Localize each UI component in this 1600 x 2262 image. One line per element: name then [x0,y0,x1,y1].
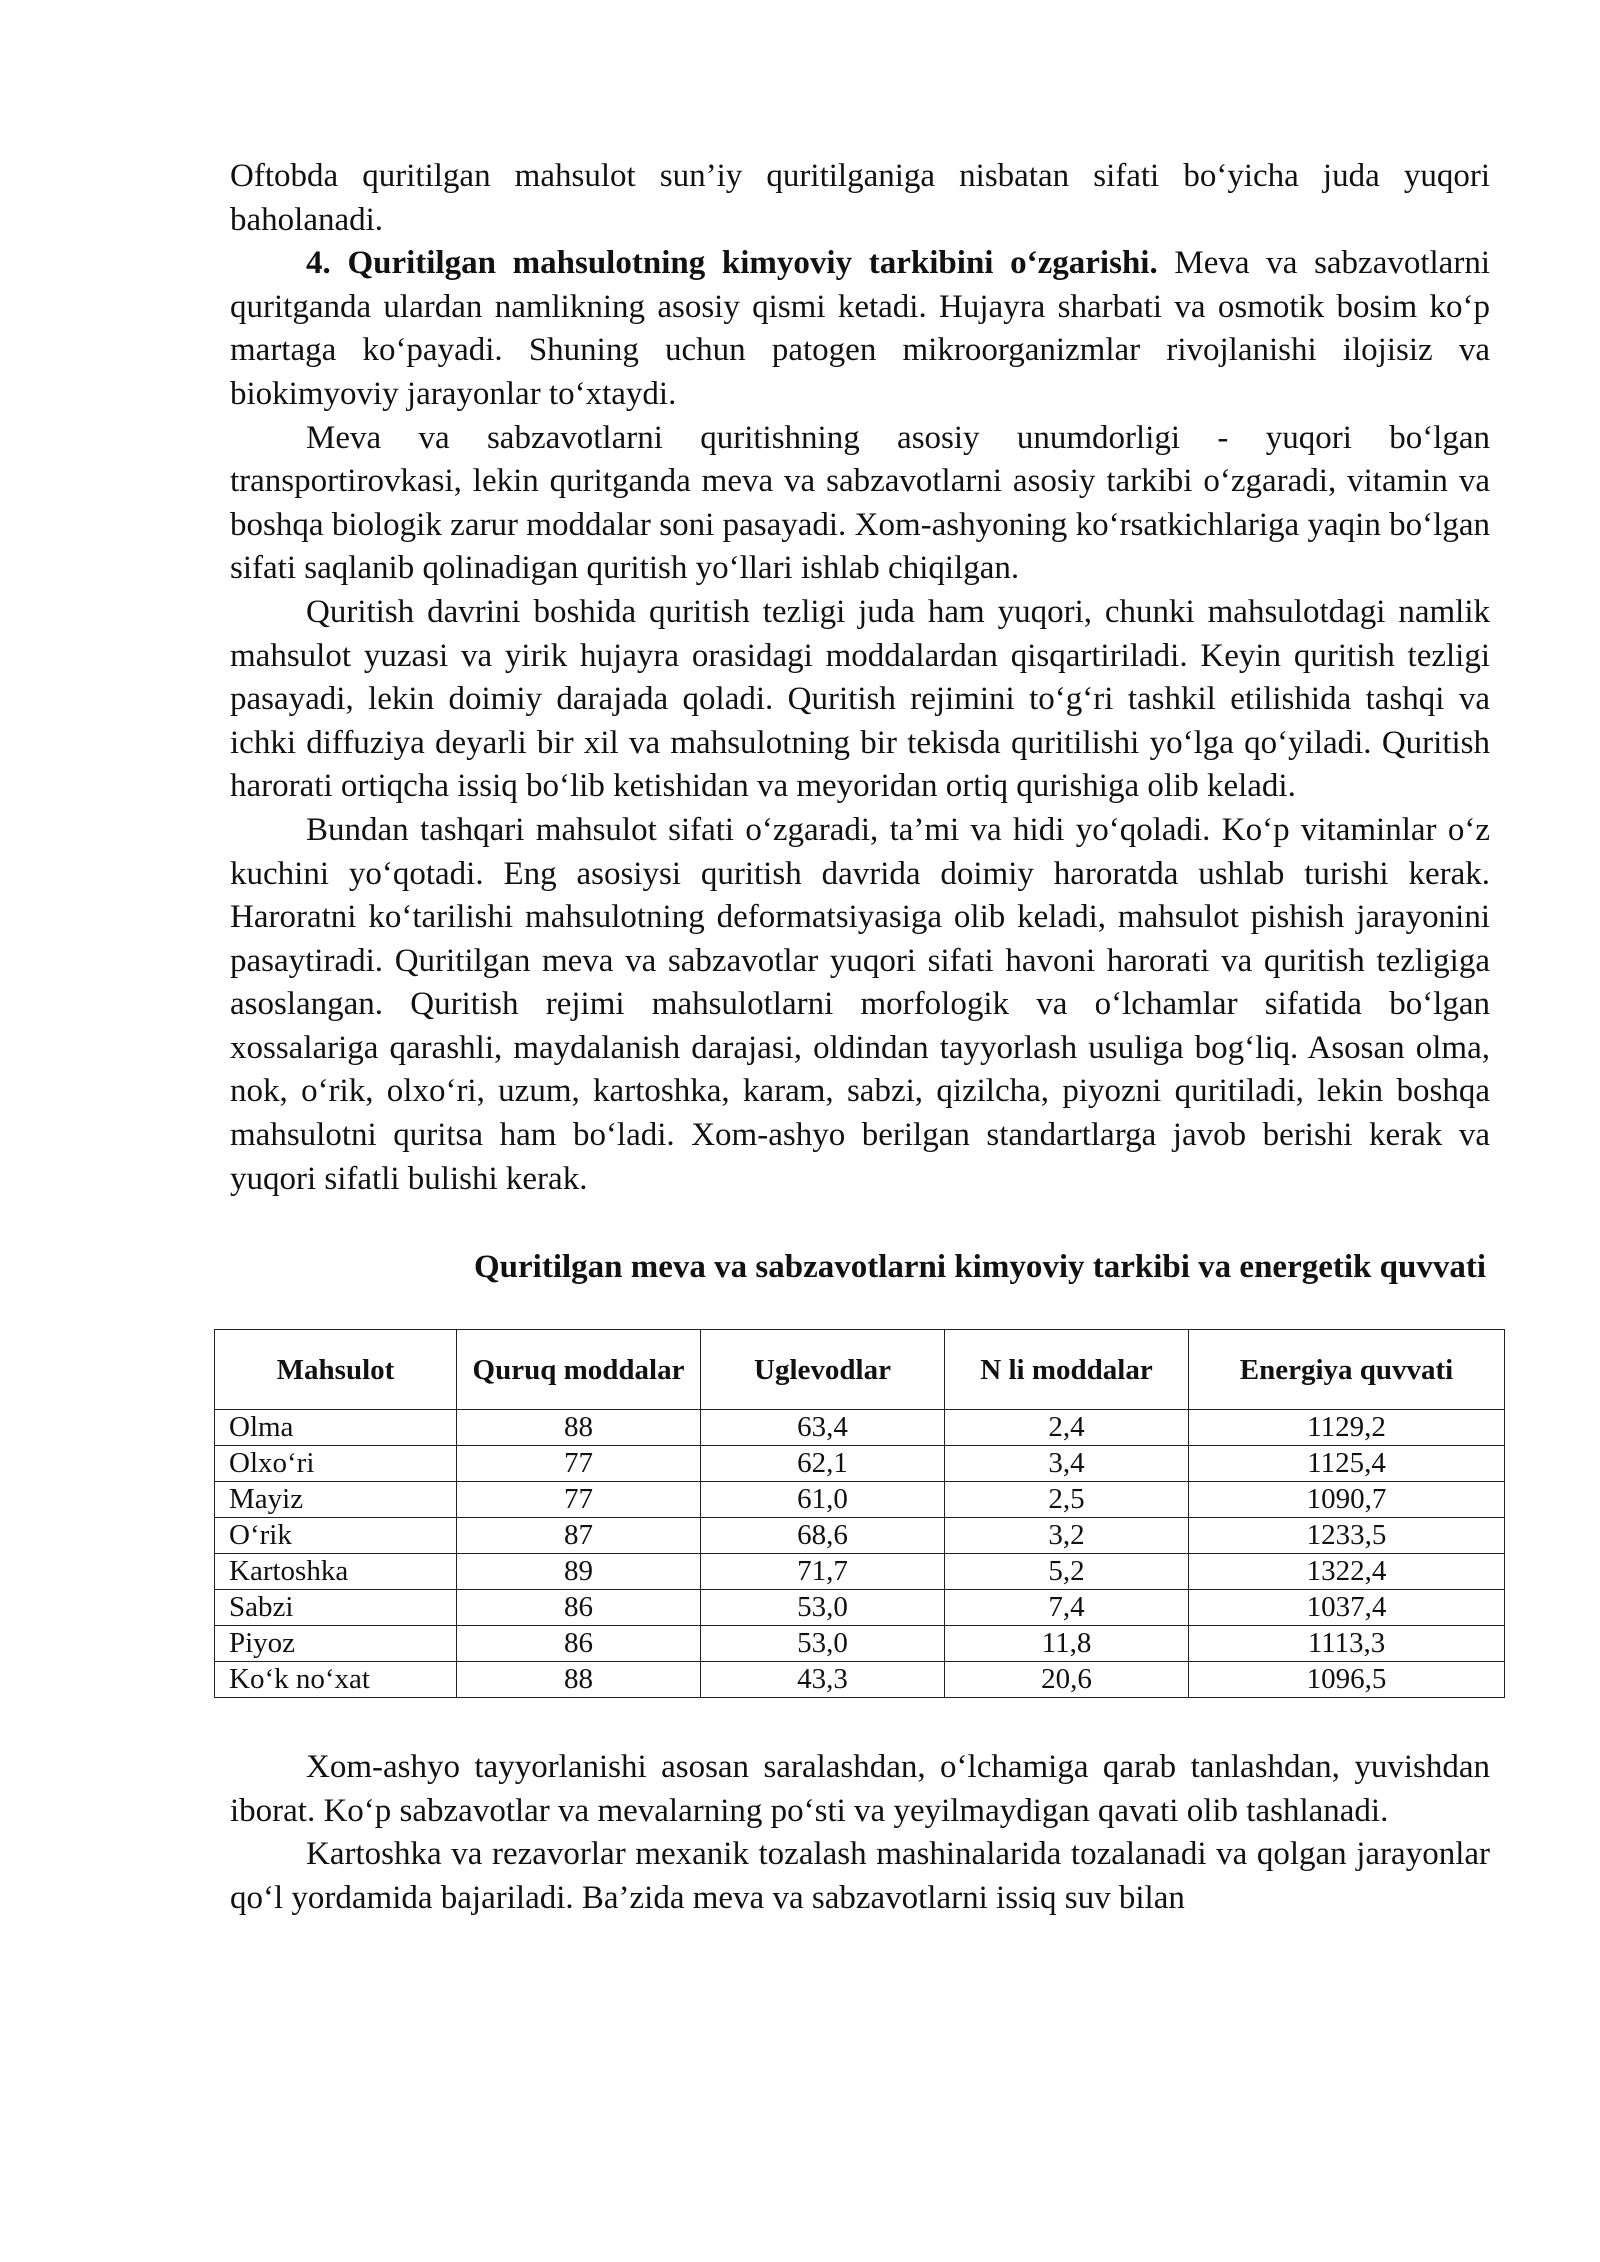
cell-value: 11,8 [945,1626,1189,1662]
paragraph-section-4 [230,242,1490,416]
paragraph-xom-ashyo [230,1746,1490,1833]
paragraph-text: Meva va sabzavotlarni quritishning asosiy unumdorligi - yuqori bo‘lgan transportirovkasi, lekin quritganda meva va sabzavotlarni asosiy tarkibi o‘zgaradi, vitamin va boshqa biologik zarur moddalar soni pasayadi. Xom-ashyoning ko‘rsatkichlariga yaqin bo‘lgan sifati saqlanib qolinadigan quritish yo‘llari ishlab chiqilgan. [230,419,1490,587]
column-header: Mahsulot [215,1330,457,1410]
cell-product: Ko‘k no‘xat [215,1662,457,1698]
table-row [215,1446,1505,1482]
paragraph-text: Bundan tashqari mahsulot sifati o‘zgaradi, ta’mi va hidi yo‘qoladi. Ko‘p vitaminlar o‘z kuchini yo‘qotadi. Eng asosiysi quritish davrida doimiy haroratda ushlab turishi kerak. Haroratni ko‘tarilishi mahsulotning deformatsiyasiga olib keladi, mahsulot pishish jarayonini pasaytiradi. Quritilgan meva va sabzavotlar yuqori sifati havoni harorati va quritish tezligiga asoslangan. Quritish rejimi mahsulotlarni morfologik va o‘lchamlar sifatida bo‘lgan xossalariga qarashli, maydalanish darajasi, oldindan tayyorlash usuliga bog‘liq. Asosan olma, nok, o‘rik, olxo‘ri, uzum, kartoshka, karam, sabzi, qizilcha, piyozni quritiladi, lekin boshqa mahsulotni quritsa ham bo‘ladi. Xom-ashyo berilgan standartlarga javob berishi kerak va yuqori sifatli bulishi kerak. [230,811,1490,1197]
paragraph-kartoshka [230,1833,1490,1920]
cell-value: 1037,4 [1189,1590,1505,1626]
composition-table [214,1329,1505,1698]
table-row [215,1626,1505,1662]
cell-value: 3,2 [945,1518,1189,1554]
cell-product: Sabzi [215,1590,457,1626]
cell-value: 1096,5 [1189,1662,1505,1698]
cell-value: 1090,7 [1189,1482,1505,1518]
cell-value: 2,5 [945,1482,1189,1518]
paragraph-text: Quritish davrini boshida quritish tezligi juda ham yuqori, chunki mahsulotdagi namlik mahsulot yuzasi va yirik hujayra orasidagi moddalardan qisqartiriladi. Keyin quritish tezligi pasayadi, lekin doimiy darajada qoladi. Quritish rejimini to‘g‘ri tashkil etilishida tashqi va ichki diffuziya deyarli bir xil va mahsulotning bir tekisda quritilishi yo‘lga qo‘yiladi. Quritish harorati ortiqcha issiq bo‘lib ketishidan va meyoridan ortiq qurishiga olib keladi. [230,593,1490,805]
table-row [215,1482,1505,1518]
cell-value: 1125,4 [1189,1446,1505,1482]
paragraph-text: Meva va sabzavotlarni quritganda ulardan namlikning asosiy qismi ketadi. Hujayra sharbati va osmotik bosim ko‘p martaga ko‘payadi. Shuning uchun patogen mikroorganizmlar rivojlanishi ilojisiz va biokimyoviy jarayonlar to‘xtaydi. [230,245,1490,412]
cell-value: 53,0 [701,1590,945,1626]
cell-value: 20,6 [945,1662,1189,1698]
paragraph-quritish-davri [230,591,1490,809]
paragraph-unumdorlik [230,417,1490,591]
cell-value: 77 [457,1446,701,1482]
cell-value: 63,4 [701,1410,945,1446]
cell-value: 68,6 [701,1518,945,1554]
cell-value: 1322,4 [1189,1554,1505,1590]
paragraph-text: Kartoshka va rezavorlar mexanik tozalash mashinalarida tozalanadi va qolgan jarayonlar qo‘l yordamida bajariladi. Ba’zida meva va sabzavotlarni issiq suv bilan [230,1836,1490,1917]
table-row [215,1590,1505,1626]
cell-value: 61,0 [701,1482,945,1518]
cell-value: 86 [457,1590,701,1626]
cell-value: 1113,3 [1189,1626,1505,1662]
cell-product: Olxo‘ri [215,1446,457,1482]
cell-value: 1233,5 [1189,1518,1505,1554]
after-table-section [230,1746,1490,1920]
cell-product: Olma [215,1410,457,1446]
cell-value: 88 [457,1662,701,1698]
cell-value: 43,3 [701,1662,945,1698]
section-heading: 4. Quritilgan mahsulotning kimyoviy tarkibini o‘zgarishi. [306,245,1158,282]
paragraph-mahsulot-sifati [230,809,1490,1201]
cell-value: 88 [457,1410,701,1446]
column-header: Quruq moddalar [457,1330,701,1410]
cell-product: Mayiz [215,1482,457,1518]
cell-value: 62,1 [701,1446,945,1482]
cell-product: Piyoz [215,1626,457,1662]
paragraph-text: Xom-ashyo tayyorlanishi asosan saralashdan, o‘lchamiga qarab tanlashdan, yuvishdan iborat. Ko‘p sabzavotlar va mevalarning po‘sti va yeyilmaydigan qavati olib tashlanadi. [230,1749,1490,1829]
cell-value: 71,7 [701,1554,945,1590]
cell-value: 3,4 [945,1446,1189,1482]
cell-value: 2,4 [945,1410,1189,1446]
cell-value: 87 [457,1518,701,1554]
cell-value: 53,0 [701,1626,945,1662]
cell-value: 5,2 [945,1554,1189,1590]
cell-value: 89 [457,1554,701,1590]
table-row [215,1662,1505,1698]
table-header-row [215,1330,1505,1410]
cell-product: O‘rik [215,1518,457,1554]
table-row [215,1554,1505,1590]
document-page [230,155,1490,1921]
table-row [215,1518,1505,1554]
table-row [215,1410,1505,1446]
cell-value: 86 [457,1626,701,1662]
cell-value: 7,4 [945,1590,1189,1626]
paragraph-oftob [230,155,1490,242]
cell-value: 1129,2 [1189,1410,1505,1446]
cell-value: 77 [457,1482,701,1518]
paragraph-text: Oftobda quritilgan mahsulot sun’iy quritilganiga nisbatan sifati bo‘yicha juda yuqori baholanadi. [230,158,1490,238]
column-header: Energiya quvvati [1189,1330,1505,1410]
cell-product: Kartoshka [215,1554,457,1590]
column-header: N li moddalar [945,1330,1189,1410]
table-caption: Quritilgan meva va sabzavotlarni kimyoviy tarkibi va energetik quvvati [474,1249,1486,1286]
column-header: Uglevodlar [701,1330,945,1410]
